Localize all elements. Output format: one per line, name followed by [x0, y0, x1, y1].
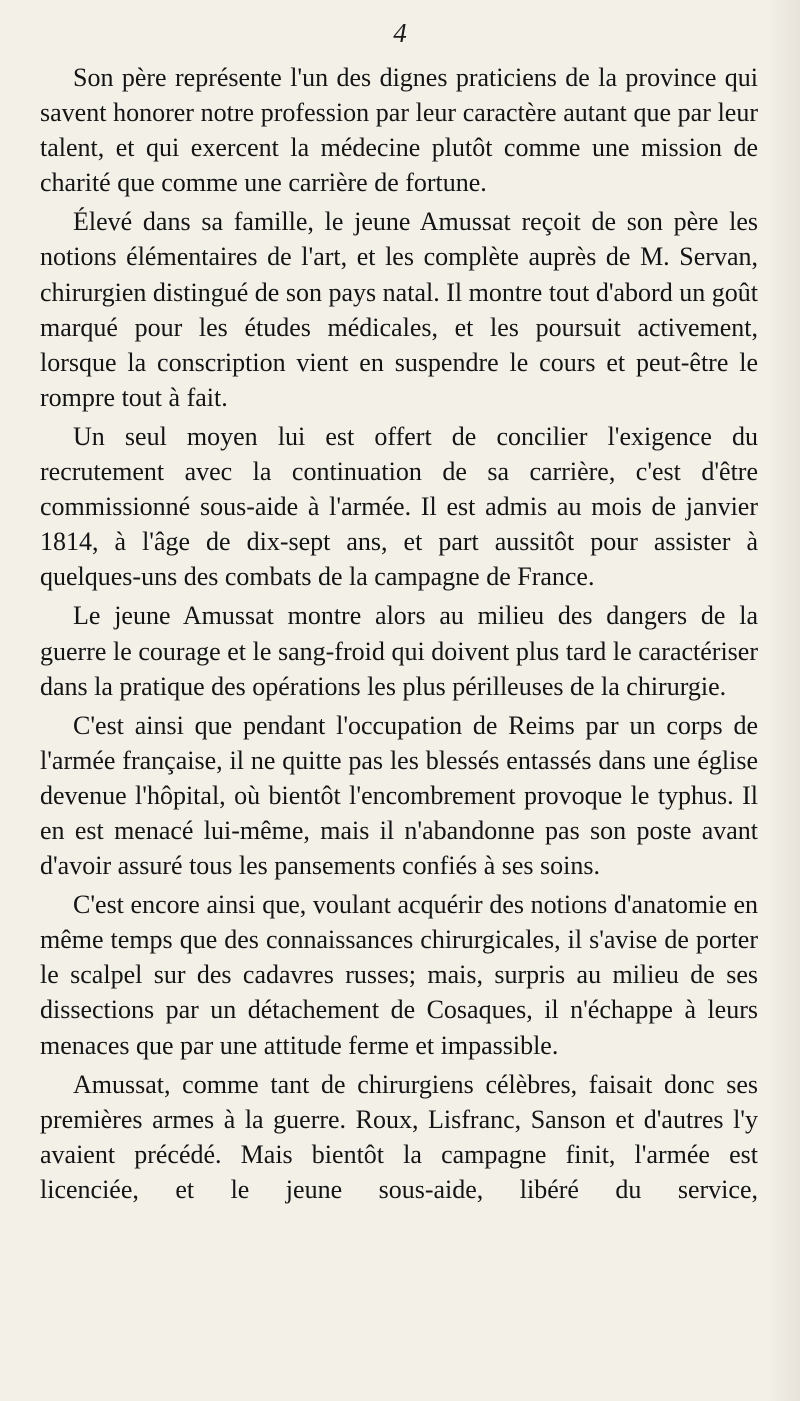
paragraph: Un seul moyen lui est offert de concilier l'exigence du recrutement avec la continuation de sa carrière, c'est d'être commissionné sous-aide à l'armée. Il est admis au mois de janvier 1814, à l'âge de dix-sept ans, et part aussitôt pour assister à quelques-uns des combats de la campagne de France.: [40, 421, 758, 592]
paragraph: Le jeune Amussat montre alors au milieu des dangers de la guerre le courage et le sang-froid qui doivent plus tard le caractériser dans la pratique des opérations les plus périlleuses de la chirurgie.: [40, 601, 758, 701]
paragraph: C'est ainsi que pendant l'occupation de Reims par un corps de l'armée française, il ne quitte pas les blessés entassés dans une église devenue l'hôpital, où bientôt l'encombrement provoque le typhus. Il en est menacé lui-même, mais il n'abandonne pas son poste avant d'avoir assuré tous les pansements confiés à ses soins.: [40, 710, 758, 881]
body-text: [40, 60, 758, 1211]
paragraph: Amussat, comme tant de chirurgiens célèbres, faisait donc ses premières armes à la guerre. Roux, Lisfranc, Sanson et d'autres l'y avaient précédé. Mais bientôt la campagne finit, l'armée est licenciée, et le jeune sous-aide, libéré du service,: [40, 1069, 758, 1204]
paragraph: Son père représente l'un des dignes praticiens de la province qui savent honorer notre profession par leur caractère autant que par leur talent, et qui exercent la médecine plutôt comme une mission de charité que comme une carrière de fortune.: [40, 63, 758, 198]
paragraph: C'est encore ainsi que, voulant acquérir des notions d'anatomie en même temps que des connaissances chirurgicales, il s'avise de porter le scalpel sur des cadavres russes; mais, surpris au milieu de ses dissections par un détachement de Cosaques, il n'échappe à leurs menaces que par une attitude ferme et impassible.: [40, 890, 758, 1060]
page-number: 4: [393, 18, 407, 48]
paragraph: Élevé dans sa famille, le jeune Amussat reçoit de son père les notions élémentaires de l'art, et les complète auprès de M. Servan, chirurgien distingué de son pays natal. Il montre tout d'abord un goût marqué pour les études médicales, et les poursuit activement, lorsque la conscription vient en suspendre le cours et peut-être le rompre tout à fait.: [40, 207, 758, 412]
